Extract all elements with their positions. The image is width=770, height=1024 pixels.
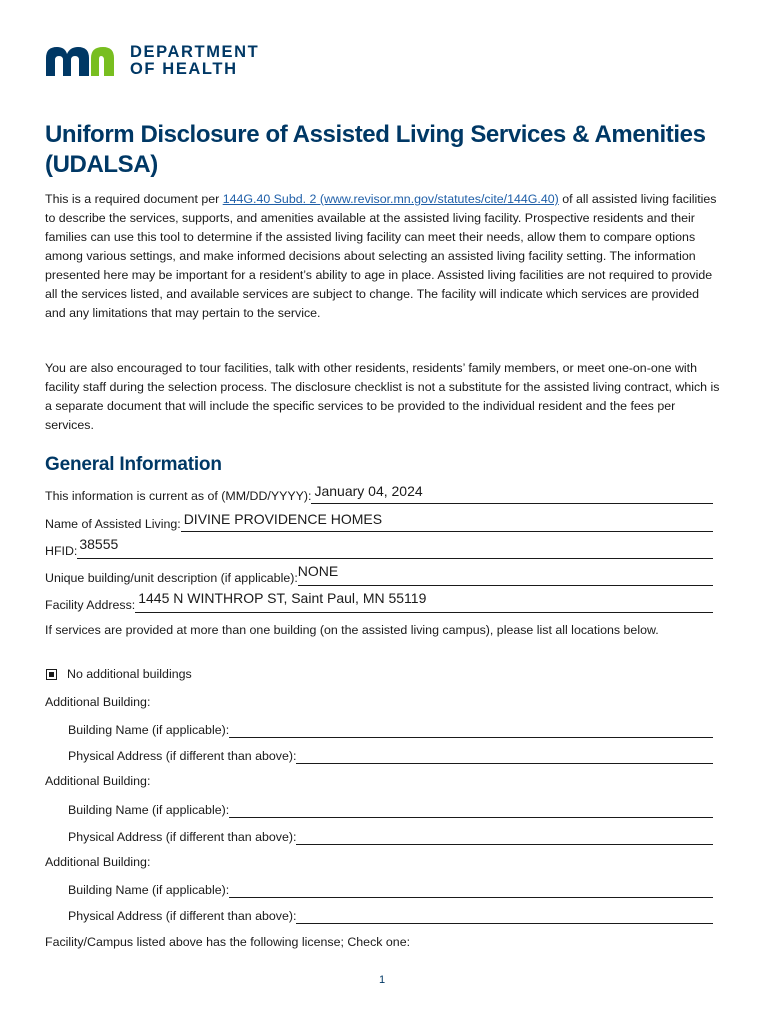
facility-name-label: Name of Assisted Living: [45,517,181,531]
building-name-row [68,880,713,898]
unit-description-row [45,563,713,586]
building-name-label: Building Name (if applicable): [68,723,230,737]
hfid-field[interactable] [77,536,713,559]
intro-post: of all assisted living facilities to describe the services, supports, and amenities available at the assisted living facility. Prospective residents and their families can use this tool to determine if the assisted living facility can meet their needs, allow them to compare options among various settings, and make informed decisions about selecting an assisted living facility setting. The information presented here may be important for a resident’s ability to age in place. Assisted living facilities are not required to provide all the services listed, and available services are subject to change. The facility will indicate which services are provided and any limitations that may pertain to the service. [45,192,717,320]
additional-building-heading: Additional Building: [45,774,151,788]
facility-name-row [45,511,713,532]
facility-name-field[interactable] [181,511,713,532]
physical-address-label: Physical Address (if different than above): [68,830,297,844]
unit-description-label: Unique building/unit description (if applicable): [45,571,298,585]
multi-building-note: If services are provided at more than one building (on the assisted living campus), please list all locations below. [45,623,659,637]
intro-pre: This is a required document per [45,192,223,206]
unit-description-field[interactable] [297,563,713,586]
additional-building-heading: Additional Building: [45,695,151,709]
section-heading: General Information [45,454,222,475]
hfid-row [45,536,713,559]
building-name-label: Building Name (if applicable): [68,883,230,897]
physical-address-row [68,746,713,764]
license-prompt: Facility/Campus listed above has the following license; Check one: [45,935,411,949]
physical-address-label: Physical Address (if different than above): [68,749,297,763]
building-name-field[interactable] [229,723,713,738]
physical-address-label: Physical Address (if different than above): [68,909,297,923]
current-as-of-label: This information is current as of (MM/DD/YYYY): [45,489,312,503]
logo-line-2: OF HEALTH [130,60,238,78]
facility-name-value: DIVINE PROVIDENCE HOMES [183,511,383,527]
facility-address-value: 1445 N WINTHROP ST, Saint Paul, MN 55119 [138,590,427,606]
current-as-of-row [45,483,713,504]
building-name-label: Building Name (if applicable): [68,803,230,817]
current-as-of-value: January 04, 2024 [314,483,423,499]
physical-address-field[interactable] [296,749,713,764]
physical-address-row [68,906,713,924]
unit-description-value: NONE [297,563,339,579]
facility-address-row [45,590,713,613]
hfid-value: 38555 [79,536,119,552]
physical-address-field[interactable] [296,830,713,845]
no-additional-buildings-checkbox[interactable] [46,669,57,680]
building-name-field[interactable] [229,803,713,818]
intro-paragraph-2: You are also encouraged to tour facilities, talk with other residents, residents’ family members, or meet one-on-one with facility staff during the selection process. The disclosure checklist is not a substitute for the assisted living contract, which is a separate document that will include the specific services to be provided to the individual resident and the fees per services. [45,361,720,432]
logo-wordmark [130,44,259,78]
physical-address-field[interactable] [296,909,713,924]
page-title: Uniform Disclosure of Assisted Living Services & Amenities (UDALSA) [45,121,706,178]
hfid-label: HFID: [45,544,78,558]
current-as-of-field[interactable] [311,483,713,504]
building-name-row [68,720,713,738]
mn-logo-icon [44,44,122,78]
no-additional-buildings-label: No additional buildings [67,667,192,681]
intro-paragraph [45,190,720,323]
facility-address-label: Facility Address: [45,598,136,612]
logo-line-1: DEPARTMENT [130,43,260,61]
page-number: 1 [379,974,386,986]
mdh-logo [44,44,259,78]
facility-address-field[interactable] [135,590,713,613]
building-name-field[interactable] [229,883,713,898]
building-name-row [68,800,713,818]
physical-address-row [68,827,713,845]
additional-building-heading: Additional Building: [45,855,151,869]
statute-link[interactable]: 144G.40 Subd. 2 (www.revisor.mn.gov/statutes/cite/144G.40) [222,192,559,206]
no-additional-buildings-option[interactable] [45,667,192,681]
